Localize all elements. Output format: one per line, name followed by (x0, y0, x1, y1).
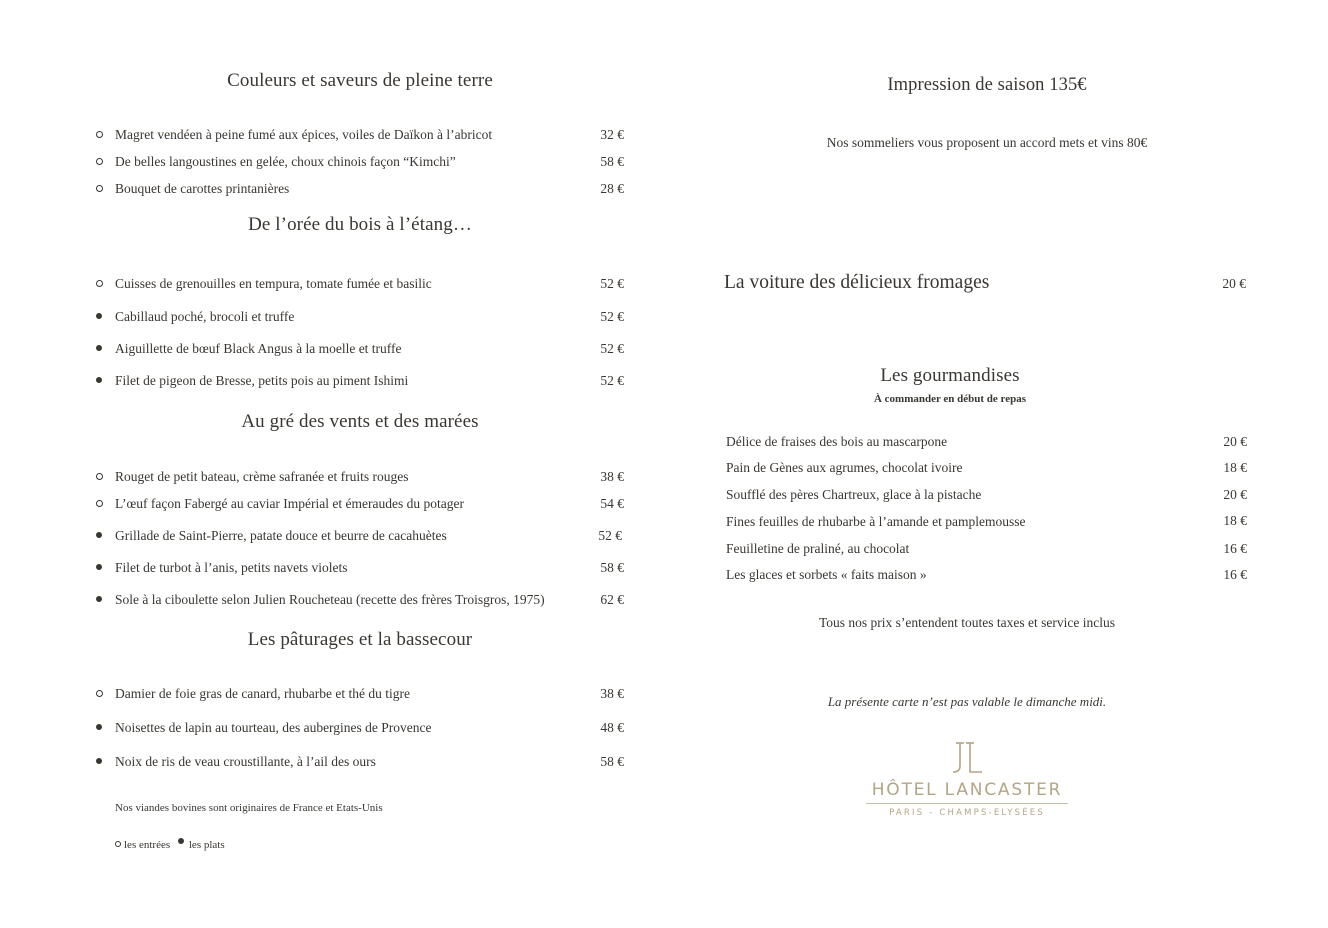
menu-item-name: L’œuf façon Fabergé au caviar Impérial et émeraudes du potager (115, 496, 464, 511)
menu-item-name: Rouget de petit bateau, crème safranée et fruits rouges (115, 469, 409, 484)
logo-divider (866, 803, 1068, 804)
dessert-price: 16 € (1223, 541, 1247, 556)
section-title: Couleurs et saveurs de pleine terre (227, 70, 493, 91)
entree-bullet-icon (96, 158, 103, 165)
menu-item-price: 32 € (600, 127, 624, 142)
menu-item-price: 52 € (600, 373, 624, 388)
hotel-logo-name: HÔTEL LANCASTER (871, 780, 1063, 800)
meat-origin-note: Nos viandes bovines sont originaires de France et Etats-Unis (115, 802, 383, 814)
menu-item-price: 52 € (600, 309, 624, 324)
menu-item-name: Sole à la ciboulette selon Julien Roucheteau (recette des frères Troisgros, 1975) (115, 592, 545, 607)
menu-item-price: 28 € (600, 181, 624, 196)
dessert-price: 18 € (1223, 513, 1247, 528)
menu-item-price: 52 € (600, 341, 624, 356)
menu-item-name: Magret vendéen à peine fumé aux épices, voiles de Daïkon à l’abricot (115, 127, 493, 142)
sommeliers-note: Nos sommeliers vous proposent un accord mets et vins 80€ (826, 135, 1148, 150)
menu-item-price: 62 € (600, 592, 624, 607)
plat-bullet-icon (96, 345, 102, 351)
menu-item-price: 58 € (600, 154, 624, 169)
menu-item-name: Filet de pigeon de Bresse, petits pois au piment Ishimi (115, 373, 409, 388)
bullet-legend (115, 838, 225, 851)
menu-item-name: De belles langoustines en gelée, choux chinois façon “Kimchi” (115, 154, 456, 169)
menu-item-price: 54 € (600, 496, 624, 511)
plat-bullet-icon (96, 758, 102, 764)
section-title: Les pâturages et la bassecour (247, 629, 473, 650)
menu-item-name: Aiguillette de bœuf Black Angus à la moelle et truffe (115, 341, 402, 356)
menu-item-price: 58 € (600, 560, 624, 575)
prices-note: Tous nos prix s’entendent toutes taxes et service inclus (819, 615, 1115, 630)
section-title: De l’orée du bois à l’étang… (248, 214, 472, 235)
menu-item-name: Grillade de Saint-Pierre, patate douce et beurre de cacahuètes (115, 528, 447, 543)
dessert-name: Les glaces et sorbets « faits maison » (726, 567, 927, 582)
menu-item-price: 52 € (598, 528, 622, 543)
menu-item-name: Bouquet de carottes printanières (115, 181, 290, 196)
hotel-logo-location: PARIS - CHAMPS-ELYSÉES (889, 808, 1045, 818)
fromages-title: La voiture des délicieux fromages (724, 272, 990, 293)
menu-item-price: 38 € (600, 686, 624, 701)
plat-bullet-icon (96, 377, 102, 383)
section-title: Au gré des vents et des marées (241, 411, 479, 432)
plat-bullet-icon (96, 532, 102, 538)
fromages-price: 20 € (1222, 276, 1246, 291)
entree-bullet-icon (96, 473, 103, 480)
menu-item-price: 58 € (600, 754, 624, 769)
menu-item-name: Damier de foie gras de canard, rhubarbe et thé du tigre (115, 686, 410, 701)
entree-bullet-icon (96, 690, 103, 697)
legend-entrees-label: les entrées (124, 839, 171, 851)
dessert-price: 18 € (1223, 460, 1247, 475)
plat-bullet-icon (96, 596, 102, 602)
entree-bullet-icon (96, 280, 103, 287)
legend-plats-label: les plats (188, 839, 225, 851)
plat-bullet-icon (96, 564, 102, 570)
dessert-name: Soufflé des pères Chartreux, glace à la pistache (726, 487, 982, 502)
menu-item-name: Cabillaud poché, brocoli et truffe (115, 309, 295, 324)
menu-item-price: 48 € (600, 720, 624, 735)
entree-bullet-icon (96, 131, 103, 138)
gourmandises-subtitle: À commander en début de repas (873, 393, 1027, 405)
menu-item-name: Cuisses de grenouilles en tempura, tomate fumée et basilic (115, 276, 432, 291)
dessert-name: Pain de Gènes aux agrumes, chocolat ivoire (726, 460, 963, 475)
menu-item-price: 52 € (600, 276, 624, 291)
entree-legend-icon (115, 841, 121, 847)
plat-bullet-icon (96, 724, 102, 730)
plat-legend-icon (178, 838, 184, 844)
dessert-name: Feuilletine de praliné, au chocolat (726, 541, 910, 556)
dessert-price: 20 € (1223, 434, 1247, 449)
entree-bullet-icon (96, 185, 103, 192)
menu-item-name: Noix de ris de veau croustillante, à l’ail des ours (115, 754, 376, 769)
menu-item-name: Noisettes de lapin au tourteau, des aubergines de Provence (115, 720, 432, 735)
sunday-note: La présente carte n’est pas valable le dimanche midi. (827, 694, 1107, 709)
hotel-monogram-icon (946, 742, 986, 774)
dessert-price: 16 € (1223, 567, 1247, 582)
plat-bullet-icon (96, 313, 102, 319)
impression-title: Impression de saison 135€ (887, 75, 1087, 95)
entree-bullet-icon (96, 500, 103, 507)
dessert-name: Délice de fraises des bois au mascarpone (726, 434, 948, 449)
menu-item-name: Filet de turbot à l’anis, petits navets violets (115, 560, 348, 575)
menu-item-price: 38 € (600, 469, 624, 484)
dessert-name: Fines feuilles de rhubarbe à l’amande et pamplemousse (726, 514, 1026, 529)
dessert-price: 20 € (1223, 487, 1247, 502)
gourmandises-title: Les gourmandises (880, 365, 1020, 386)
